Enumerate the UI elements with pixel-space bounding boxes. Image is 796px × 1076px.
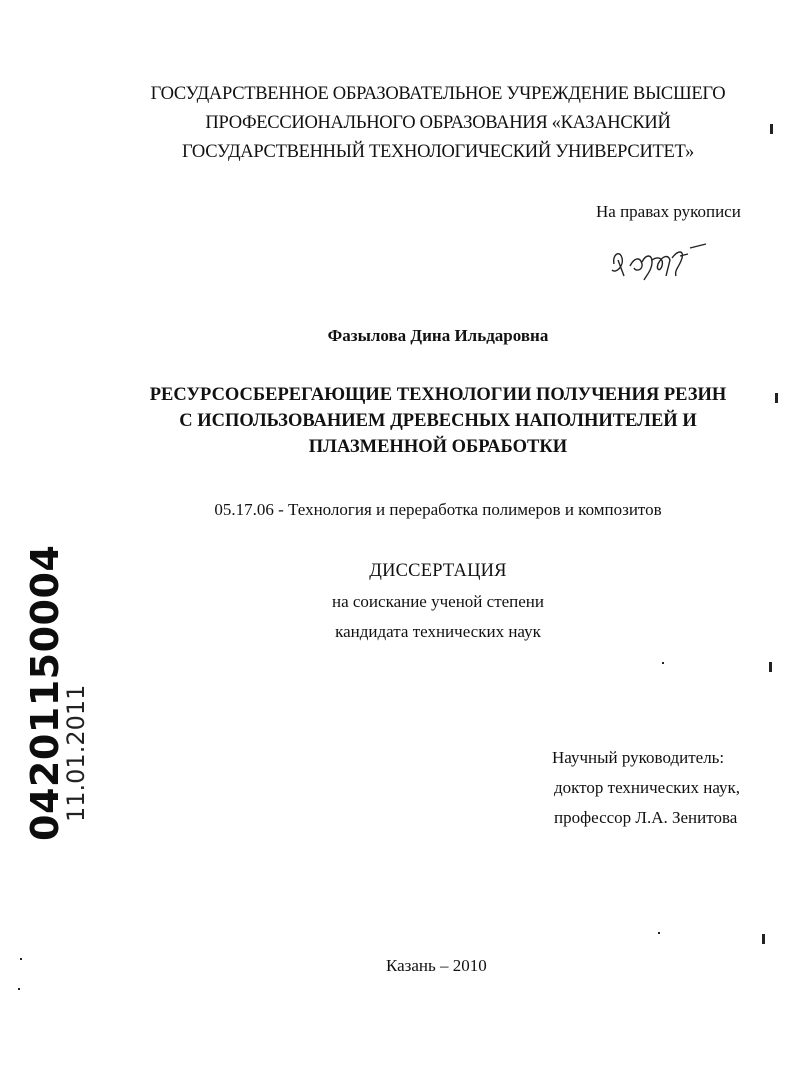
author-name: Фазылова Дина Ильдаровна [327, 326, 549, 345]
title-line-2: С ИСПОЛЬЗОВАНИЕМ ДРЕВЕСНЫХ НАПОЛНИТЕЛЕЙ И [179, 411, 697, 431]
scan-mark [658, 932, 660, 934]
scan-mark [20, 958, 22, 960]
scan-mark [18, 988, 20, 990]
supervisor-heading: Научный руководитель: [552, 748, 725, 767]
rights-note: На правах рукописи [596, 202, 741, 221]
scan-mark [769, 662, 772, 672]
institution-line-1: ГОСУДАРСТВЕННОЕ ОБРАЗОВАТЕЛЬНОЕ УЧРЕЖДЕНИЕ ВЫСШЕГО [150, 84, 726, 104]
signature-image [608, 236, 718, 284]
degree-line-1: на соискание ученой степени [331, 592, 545, 611]
institution-header [0, 80, 796, 167]
scan-mark [770, 124, 773, 134]
supervisor-name: профессор Л.А. Зенитова [554, 808, 738, 827]
dissertation-title [0, 382, 796, 460]
title-line-3: ПЛАЗМЕННОЙ ОБРАБОТКИ [308, 437, 568, 457]
specialty-code: 05.17.06 - Технология и переработка полимеров и композитов [214, 500, 662, 519]
institution-line-2: ПРОФЕССИОНАЛЬНОГО ОБРАЗОВАНИЯ «КАЗАНСКИЙ [205, 113, 671, 133]
supervisor-block [552, 743, 740, 833]
stamp-date: 11.01.2011 [62, 684, 90, 822]
institution-line-3: ГОСУДАРСТВЕННЫЙ ТЕХНОЛОГИЧЕСКИЙ УНИВЕРСИТЕТ» [182, 142, 694, 162]
scan-mark [662, 662, 664, 664]
supervisor-title: доктор технических наук, [554, 778, 741, 797]
scan-mark [775, 393, 778, 403]
title-line-1: РЕСУРСОСБЕРЕГАЮЩИЕ ТЕХНОЛОГИИ ПОЛУЧЕНИЯ РЕЗИН [149, 385, 727, 405]
document-type: ДИССЕРТАЦИЯ [369, 561, 507, 581]
scan-mark [762, 934, 765, 944]
city-year: Казань – 2010 [386, 956, 487, 975]
library-stamp [18, 544, 92, 842]
stamp-code: 04201150004 [23, 544, 67, 841]
degree-line-2: кандидата технических наук [335, 622, 541, 641]
